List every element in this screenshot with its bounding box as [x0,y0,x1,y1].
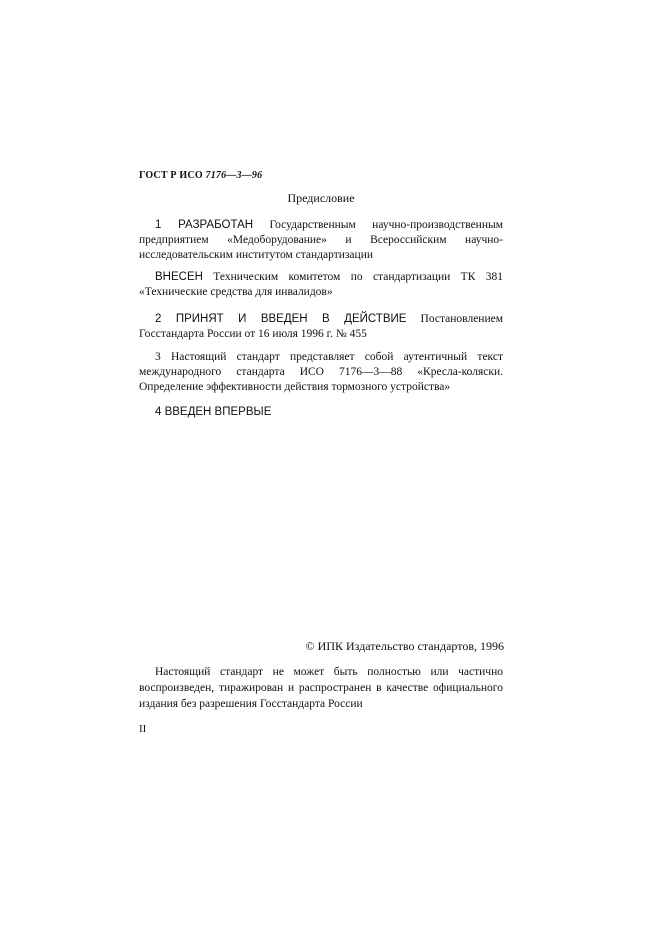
paragraph-text: Техническим комитетом по стандартизации ТК 381 «Технические средства для инвалидов» [139,271,503,298]
paragraph-text: 3 Настоящий стандарт представляет собой аутентичный текст международного стандарта ИСО 7176—3—88 «Кресла-коляски. Определение эффективности действия тормозного устройства» [139,351,503,393]
paragraph-lead: 2 ПРИНЯТ И ВВЕДЕН В ДЕЙСТВИЕ [155,313,407,325]
document-header [139,170,262,181]
header-number: 7176—3—96 [205,170,263,181]
section-title: Предисловие [287,191,355,205]
paragraph-adopted [139,312,503,342]
reproduction-notice: Настоящий стандарт не может быть полностью или частично воспроизведен, тиражирован и распространен в качестве официального издания без разрешения Госстандарта России [139,666,503,710]
copyright-line: © ИПК Издательство стандартов, 1996 [305,639,504,653]
paragraph-text: Постановлением Госстандарта России от 16 июля 1996 г. № 455 [139,313,503,340]
header-prefix: ГОСТ Р ИСО [139,170,206,181]
paragraph-lead: ВНЕСЕН [155,271,203,283]
paragraph-lead: 4 ВВЕДЕН ВПЕРВЫЕ [155,406,272,418]
paragraph-text: Государственным научно-производственным предприятием «Медоборудование» и Всероссийским научно-исследовательским институтом стандартизации [139,219,503,261]
paragraph-first-introduced [139,405,503,420]
paragraph-developed [139,218,503,263]
paragraph-authentic-text [139,350,503,395]
paragraph-introduced [139,270,503,300]
paragraph-lead: 1 РАЗРАБОТАН [155,219,254,231]
page-number: II [139,723,147,735]
